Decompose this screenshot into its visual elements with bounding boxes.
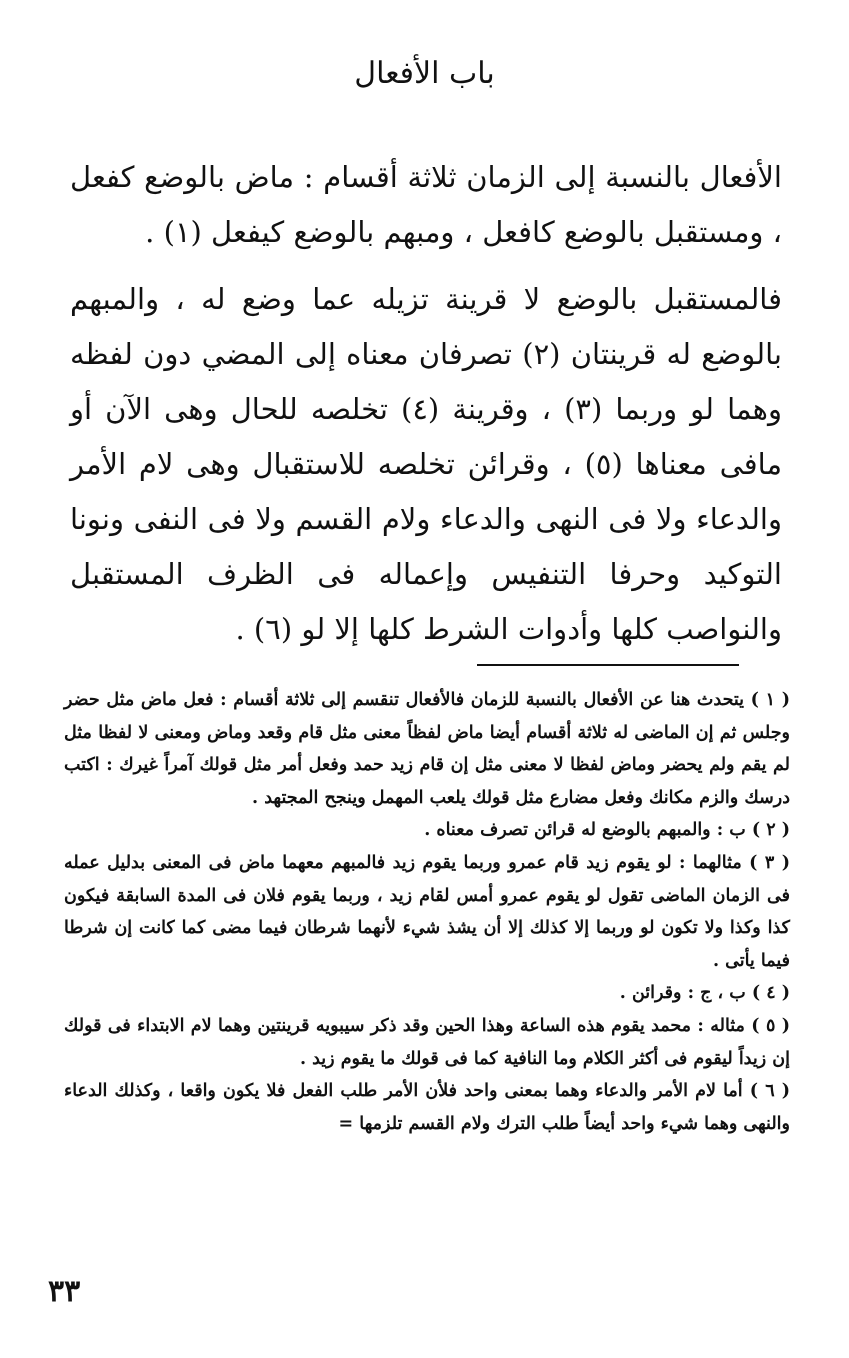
footnote-5: ( ٥ ) مثاله : محمد يقوم هذه الساعة وهذا الحين وقد ذكر سيبويه قرينتين وهما لام الابتداء فى قولك إن زيداً ليقوم فى أكثر الكلام وما النافية كما فى قولك ما يقوم زيد . <box>64 1015 790 1069</box>
footnote-1: ( ١ ) يتحدث هنا عن الأفعال بالنسبة للزمان فالأفعال تنقسم إلى ثلاثة أقسام : فعل ماض مثل حضر وجلس ثم إن الماضى له ثلاثة أقسام أيضا ماض لفظاً معنى مثل قام وقعد وماض ومعنى لا لفظا مثل لم يقم ولم يحضر وماض لفظا لا معنى مثل إن قام زيد حمد وفعل أمر مثل قولك آمراً غيرك : اكتب درسك والزم مكانك وفعل مضارع مثل قولك يلعب المهمل وينجح المجتهد . <box>64 690 790 808</box>
footnote-3: ( ٣ ) مثالهما : لو يقوم زيد قام عمرو وربما يقوم زيد فالمبهم معهما ماض فى المعنى بدليل عمله فى الزمان الماضى تقول لو يقوم عمرو أمس لقام زيد ، وربما يقوم فلان فى المدة السابقة فيكون كذا وكذا ولا تكون لو وربما إلا كذلك إلا أن يشذ شيء لأنهما شرطان فيما مضى كما كانت إن شرطا فيما يأتى . <box>64 852 791 971</box>
page-number: ٣٣ <box>48 1274 81 1309</box>
footnote-separator <box>477 664 739 666</box>
main-text <box>70 150 782 669</box>
footnote-2: ( ٢ ) ب : والمبهم بالوضع له قرائن تصرف معناه . <box>424 820 790 841</box>
chapter-title: باب الأفعال <box>354 56 495 91</box>
main-paragraph-2: فالمستقبل بالوضع لا قرينة تزيله عما وضع له ، والمبهم بالوضع له قرينتان (٢) تصرفان معناه إلى المضي دون لفظه وهما لو وربما (٣) ، وقرينة (٤) تخلصه للحال وهى الآن أو مافى معناها (٥) ، وقرائن تخلصه للاستقبال وهى لام الأمر والدعاء ولا فى النهى والدعاء ولام القسم ولا فى النفى ونونا التوكيد وحرفا التنفيس وإعماله فى الظرف المستقبل والنواصب كلها وأدوات الشرط كلها إلا لو (٦) . <box>70 282 782 646</box>
main-paragraph-1: الأفعال بالنسبة إلى الزمان ثلاثة أقسام : ماض بالوضع كفعل ، ومستقبل بالوضع كافعل ، ومبهم بالوضع كيفعل (١) . <box>70 160 782 249</box>
footnotes <box>64 684 790 1140</box>
footnote-4: ( ٤ ) ب ، ج : وقرائن . <box>619 983 790 1004</box>
footnote-6: ( ٦ ) أما لام الأمر والدعاء وهما بمعنى واحد فلأن الأمر طلب الفعل فلا يكون واقعا ، وكذلك الدعاء والنهى وهما شيء واحد أيضاً طلب الترك ولام القسم تلزمها = <box>64 1081 790 1134</box>
